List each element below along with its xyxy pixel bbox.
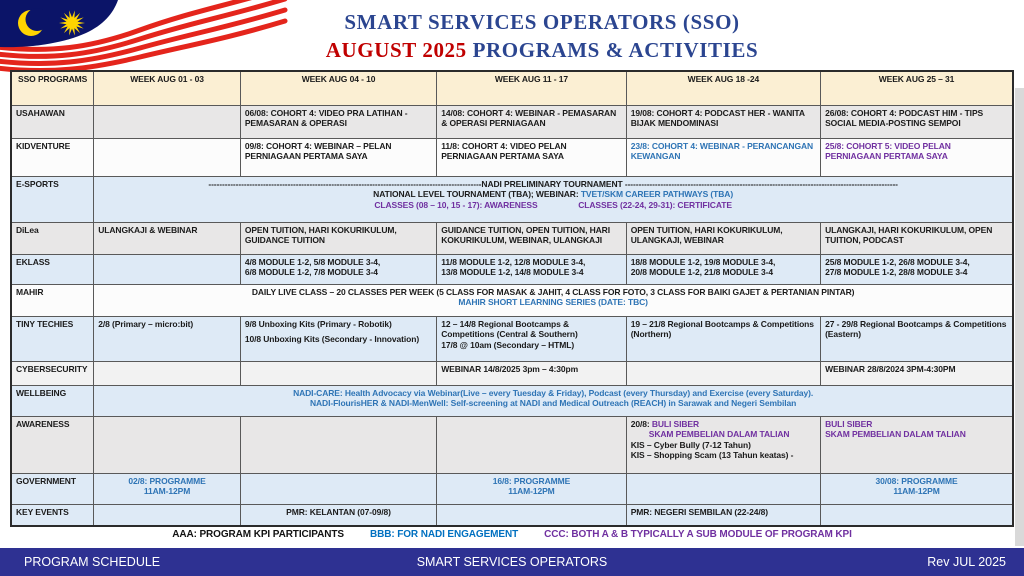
schedule-text: OPEN TUITION, HARI KOKURIKULUM, ULANGKAJI, WEBINAR [630, 224, 783, 246]
schedule-line [98, 287, 1008, 298]
schedule-line [631, 108, 816, 129]
schedule-line [825, 486, 1008, 497]
schedule-text: 25/8 MODULE 1-2, 26/8 MODULE 3-4, [825, 256, 970, 267]
schedule-line [441, 225, 621, 246]
schedule-cell-kidventure-1 [94, 138, 241, 176]
schedule-text: PMR: NEGERI SEMBILAN (22-24/8) [630, 506, 768, 517]
schedule-text: 27 - 29/8 Regional Bootcamps & Competitions (Eastern) [825, 318, 1007, 340]
schedule-line [245, 319, 432, 330]
schedule-line [825, 429, 1008, 440]
schedule-text: 06/08: COHORT 4: VIDEO PRA LATIHAN - PEMASARAN & OPERASI [244, 107, 408, 129]
slide-edge-shadow [1015, 88, 1024, 546]
program-row-government [11, 473, 1013, 504]
schedule-line [441, 486, 621, 497]
schedule-text: 26/08: COHORT 4: PODCAST HIM - TIPS SOCIAL MEDIA-POSTING SEMPOI [825, 107, 984, 129]
schedule-text: 11AM-12PM [508, 486, 555, 497]
schedule-cell-mahir-1 [94, 284, 1013, 316]
schedule-cell-cybersecurity-2 [240, 361, 436, 385]
schedule-cell-kidventure-2 [240, 138, 436, 176]
program-label-dilea: DiLea [11, 222, 94, 254]
program-row-key-events [11, 504, 1013, 526]
program-label-usahawan: USAHAWAN [11, 105, 94, 138]
schedule-text: 16/8: PROGRAMME [492, 475, 571, 486]
program-label-wellbeing: WELLBEING [11, 385, 94, 416]
schedule-line [98, 476, 236, 487]
schedule-cell-government-1 [94, 473, 241, 504]
schedule-text: 19/08: COHORT 4: PODCAST HER - WANITA BIJAK MENDOMINASI [630, 107, 805, 129]
schedule-cell-usahawan-1 [94, 105, 241, 138]
schedule-line [631, 450, 816, 461]
program-row-mahir [11, 284, 1013, 316]
schedule-cell-dilea-5 [821, 222, 1013, 254]
schedule-cell-eklass-4 [626, 254, 820, 284]
schedule-cell-dilea-4 [626, 222, 820, 254]
schedule-cell-government-5 [821, 473, 1013, 504]
schedule-cell-key-events-1 [94, 504, 241, 526]
schedule-line [441, 319, 621, 340]
schedule-cell-e-sports-1 [94, 176, 1013, 222]
schedule-body [11, 71, 1013, 526]
schedule-text: NATIONAL LEVEL TOURNAMENT (TBA); WEBINAR: [373, 189, 581, 200]
schedule-text: KIS – Cyber Bully (7-12 Tahun) [630, 439, 751, 450]
schedule-line [825, 141, 1008, 162]
schedule-text: 25/8: COHORT 5: VIDEO PELAN PERNIAGAAN PERTAMA SAYA [825, 140, 951, 162]
page-title [60, 9, 1024, 64]
schedule-line [245, 257, 432, 268]
schedule-text: NADI-CARE: Health Advocacy via Webinar(Live – every Tuesday & Friday), Podcast (every Thursday) and Exercise (every Saturday). [293, 387, 814, 398]
schedule-text: 20/8: [630, 418, 652, 429]
footer-center-label: SMART SERVICES OPERATORS [416, 555, 608, 569]
header-sso-programs: SSO PROGRAMS [11, 71, 94, 105]
schedule-text: DAILY LIVE CLASS – 20 CLASSES PER WEEK (5 CLASS FOR MASAK & JAHIT, 4 CLASS FOR FOTO, 3 CLASS FOR BAIKI GAJET & PERTANIAN PINTAR) [251, 286, 855, 297]
footer-revision-label: Rev JUL 2025 [927, 555, 1006, 569]
schedule-cell-cybersecurity-4 [626, 361, 820, 385]
schedule-line [245, 334, 432, 345]
schedule-cell-cybersecurity-3 [437, 361, 626, 385]
schedule-line [631, 267, 816, 278]
schedule-cell-tiny-techies-4 [626, 316, 820, 361]
schedule-line [631, 507, 816, 518]
title-line2-rest: PROGRAMS & ACTIVITIES [466, 37, 759, 62]
schedule-cell-awareness-3 [437, 416, 626, 473]
program-row-wellbeing [11, 385, 1013, 416]
schedule-text: 17/8 @ 10am (Secondary – HTML) [441, 339, 575, 350]
schedule-text: NADI PRELIMINARY TOURNAMENT [481, 178, 625, 189]
schedule-line [441, 108, 621, 129]
schedule-cell-kidventure-4 [626, 138, 820, 176]
schedule-line [98, 179, 1008, 190]
program-row-dilea [11, 222, 1013, 254]
header-week-3: WEEK AUG 11 - 17 [437, 71, 626, 105]
schedule-cell-key-events-5 [821, 504, 1013, 526]
program-row-awareness [11, 416, 1013, 473]
program-row-tiny-techies [11, 316, 1013, 361]
schedule-line [98, 319, 236, 330]
schedule-cell-government-4 [626, 473, 820, 504]
legend [0, 529, 1024, 540]
schedule-cell-usahawan-4 [626, 105, 820, 138]
schedule-text: 20/8 MODULE 1-2, 21/8 MODULE 3-4 [630, 267, 773, 278]
schedule-line [631, 141, 816, 162]
schedule-line [825, 225, 1008, 246]
schedule-text: ---------------------------------------------------------------------------------------------------- [624, 178, 898, 189]
schedule-line [98, 297, 1008, 308]
program-row-e-sports [11, 176, 1013, 222]
header-week-1: WEEK AUG 01 - 03 [94, 71, 241, 105]
program-label-awareness: AWARENESS [11, 416, 94, 473]
schedule-line [631, 225, 816, 246]
program-label-government: GOVERNMENT [11, 473, 94, 504]
schedule-cell-wellbeing-1 [94, 385, 1013, 416]
schedule-line [631, 257, 816, 268]
schedule-line [825, 257, 1008, 268]
schedule-cell-key-events-2 [240, 504, 436, 526]
schedule-text: 14/08: COHORT 4: WEBINAR - PEMASARAN & OPERASI PERNIAGAAN [441, 107, 617, 129]
schedule-cell-cybersecurity-1 [94, 361, 241, 385]
schedule-text: TVET/SKM CAREER PATHWAYS (TBA) [580, 189, 734, 200]
program-row-eklass [11, 254, 1013, 284]
header-week-2: WEEK AUG 04 - 10 [240, 71, 436, 105]
schedule-cell-eklass-3 [437, 254, 626, 284]
schedule-text: ULANGKAJI & WEBINAR [98, 224, 198, 235]
program-label-mahir: MAHIR [11, 284, 94, 316]
schedule-cell-dilea-1 [94, 222, 241, 254]
schedule-text: 11AM-12PM [143, 486, 191, 497]
schedule-text: 30/08: PROGRAMME [875, 475, 958, 486]
schedule-text: 02/8: PROGRAMME [128, 475, 206, 486]
schedule-text: 6/8 MODULE 1-2, 7/8 MODULE 3-4 [244, 267, 378, 278]
schedule-line [98, 200, 1008, 211]
legend-item-2: BBB: FOR NADI ENGAGEMENT [369, 529, 519, 540]
schedule-text: 18/8 MODULE 1-2, 19/8 MODULE 3-4, [630, 256, 776, 267]
schedule-cell-tiny-techies-1 [94, 316, 241, 361]
footer-left-label: PROGRAM SCHEDULE [24, 555, 161, 569]
schedule-text: WEBINAR 28/8/2024 3PM-4:30PM [825, 363, 956, 374]
schedule-cell-eklass-2 [240, 254, 436, 284]
schedule-cell-government-3 [437, 473, 626, 504]
schedule-line [245, 267, 432, 278]
schedule-line [441, 340, 621, 351]
schedule-text: CLASSES (22-24, 29-31): CERTIFICATE [578, 199, 732, 210]
schedule-cell-cybersecurity-5 [821, 361, 1013, 385]
schedule-text: 09/8: COHORT 4: WEBINAR – PELAN PERNIAGAAN PERTAMA SAYA [244, 140, 392, 162]
schedule-cell-eklass-1 [94, 254, 241, 284]
schedule-line [631, 429, 816, 440]
program-label-key-events: KEY EVENTS [11, 504, 94, 526]
schedule-text: SKAM PEMBELIAN DALAM TALIAN [825, 429, 966, 440]
schedule-line [631, 440, 816, 451]
schedule-cell-usahawan-2 [240, 105, 436, 138]
schedule-text: SKAM PEMBELIAN DALAM TALIAN [630, 429, 790, 440]
schedule-text: 12 – 14/8 Regional Bootcamps & Competitions (Central & Southern) [441, 318, 578, 340]
schedule-text: 23/8: COHORT 4: WEBINAR - PERANCANGAN KEWANGAN [630, 140, 814, 162]
title-line1: SMART SERVICES OPERATORS (SSO) [344, 10, 740, 34]
schedule-cell-key-events-3 [437, 504, 626, 526]
schedule-line [825, 108, 1008, 129]
schedule-cell-government-2 [240, 473, 436, 504]
schedule-text: NADI-FlourisHER & NADI-MenWell: Self-screening at NADI and Medical Outreach (REACH) in Sarawak and Negeri Sembilan [309, 398, 797, 409]
schedule-line [825, 364, 1008, 375]
schedule-line [441, 141, 621, 162]
schedule-line [245, 108, 432, 129]
schedule-cell-dilea-2 [240, 222, 436, 254]
schedule-line [825, 319, 1008, 340]
schedule-text [538, 200, 579, 210]
program-label-eklass: EKLASS [11, 254, 94, 284]
schedule-cell-kidventure-3 [437, 138, 626, 176]
program-label-e-sports: E-SPORTS [11, 176, 94, 222]
schedule-line [441, 476, 621, 487]
schedule-line [631, 319, 816, 340]
title-line2 [60, 37, 1024, 65]
schedule-text: 27/8 MODULE 1-2, 28/8 MODULE 3-4 [825, 267, 968, 278]
schedule-cell-awareness-4 [626, 416, 820, 473]
schedule-line [441, 267, 621, 278]
schedule-text: BULI SIBER [825, 418, 873, 429]
schedule-line [441, 257, 621, 268]
schedule-cell-tiny-techies-2 [240, 316, 436, 361]
schedule-table [10, 70, 1014, 527]
legend-item-1: AAA: PROGRAM KPI PARTICIPANTS [172, 529, 344, 540]
schedule-text: ULANGKAJI, HARI KOKURIKULUM, OPEN TUITION, PODCAST [825, 224, 993, 246]
schedule-text: 9/8 Unboxing Kits (Primary - Robotik) [244, 318, 392, 329]
program-row-cybersecurity [11, 361, 1013, 385]
schedule-cell-tiny-techies-3 [437, 316, 626, 361]
schedule-text: CLASSES (08 – 10, 15 - 17): AWARENESS [374, 199, 538, 210]
schedule-text: 10/8 Unboxing Kits (Secondary - Innovation) [244, 334, 420, 345]
schedule-text: 13/8 MODULE 1-2, 14/8 MODULE 3-4 [441, 267, 584, 278]
schedule-text: GUIDANCE TUITION, OPEN TUITION, HARI KOKURIKULUM, WEBINAR, ULANGKAJI [441, 224, 610, 246]
schedule-text: MAHIR SHORT LEARNING SERIES (DATE: TBC) [458, 297, 648, 308]
schedule-cell-usahawan-5 [821, 105, 1013, 138]
legend-item-3: CCC: BOTH A & B TYPICALLY A SUB MODULE OF PROGRAM KPI [544, 529, 852, 540]
schedule-line [631, 419, 816, 430]
schedule-line [245, 225, 432, 246]
title-month: AUGUST 2025 [325, 37, 467, 62]
program-label-kidventure: KIDVENTURE [11, 138, 94, 176]
schedule-text: WEBINAR 14/8/2025 3pm – 4:30pm [441, 363, 579, 374]
schedule-cell-usahawan-3 [437, 105, 626, 138]
schedule-text: BULI SIBER [651, 418, 699, 429]
schedule-line [825, 476, 1008, 487]
header-week-4: WEEK AUG 18 -24 [626, 71, 820, 105]
schedule-text: 11AM-12PM [893, 486, 940, 497]
footer-bar [0, 548, 1024, 576]
schedule-cell-eklass-5 [821, 254, 1013, 284]
schedule-line [98, 388, 1008, 399]
schedule-line [245, 507, 432, 518]
header-week-5: WEEK AUG 25 – 31 [821, 71, 1013, 105]
schedule-text: PMR: KELANTAN (07-09/8) [286, 506, 391, 517]
schedule-cell-awareness-2 [240, 416, 436, 473]
schedule-text: 11/8 MODULE 1-2, 12/8 MODULE 3-4, [441, 256, 586, 267]
schedule-text: ---------------------------------------------------------------------------------------------------- [208, 178, 482, 189]
schedule-line [98, 486, 236, 497]
program-row-kidventure [11, 138, 1013, 176]
schedule-text: 2/8 (Primary – micro:bit) [98, 318, 194, 329]
schedule-line [441, 364, 621, 375]
schedule-cell-tiny-techies-5 [821, 316, 1013, 361]
schedule-line [98, 189, 1008, 200]
schedule-cell-awareness-1 [94, 416, 241, 473]
header-row [11, 71, 1013, 105]
schedule-cell-awareness-5 [821, 416, 1013, 473]
schedule-text: KIS – Shopping Scam (13 Tahun keatas) - [630, 450, 794, 461]
schedule-line [825, 267, 1008, 278]
schedule-text: OPEN TUITION, HARI KOKURIKULUM, GUIDANCE TUITION [244, 224, 397, 246]
program-label-tiny-techies: TINY TECHIES [11, 316, 94, 361]
program-row-usahawan [11, 105, 1013, 138]
schedule-text: 19 – 21/8 Regional Bootcamps & Competitions (Northern) [630, 318, 814, 340]
schedule-line [245, 141, 432, 162]
schedule-line [98, 398, 1008, 409]
schedule-cell-dilea-3 [437, 222, 626, 254]
program-label-cybersecurity: CYBERSECURITY [11, 361, 94, 385]
schedule-text: 11/8: COHORT 4: VIDEO PELAN PERNIAGAAN PERTAMA SAYA [441, 140, 567, 162]
schedule-line [98, 225, 236, 236]
schedule-cell-key-events-4 [626, 504, 820, 526]
schedule-line [825, 419, 1008, 430]
schedule-cell-kidventure-5 [821, 138, 1013, 176]
schedule-text: 4/8 MODULE 1-2, 5/8 MODULE 3-4, [244, 256, 381, 267]
